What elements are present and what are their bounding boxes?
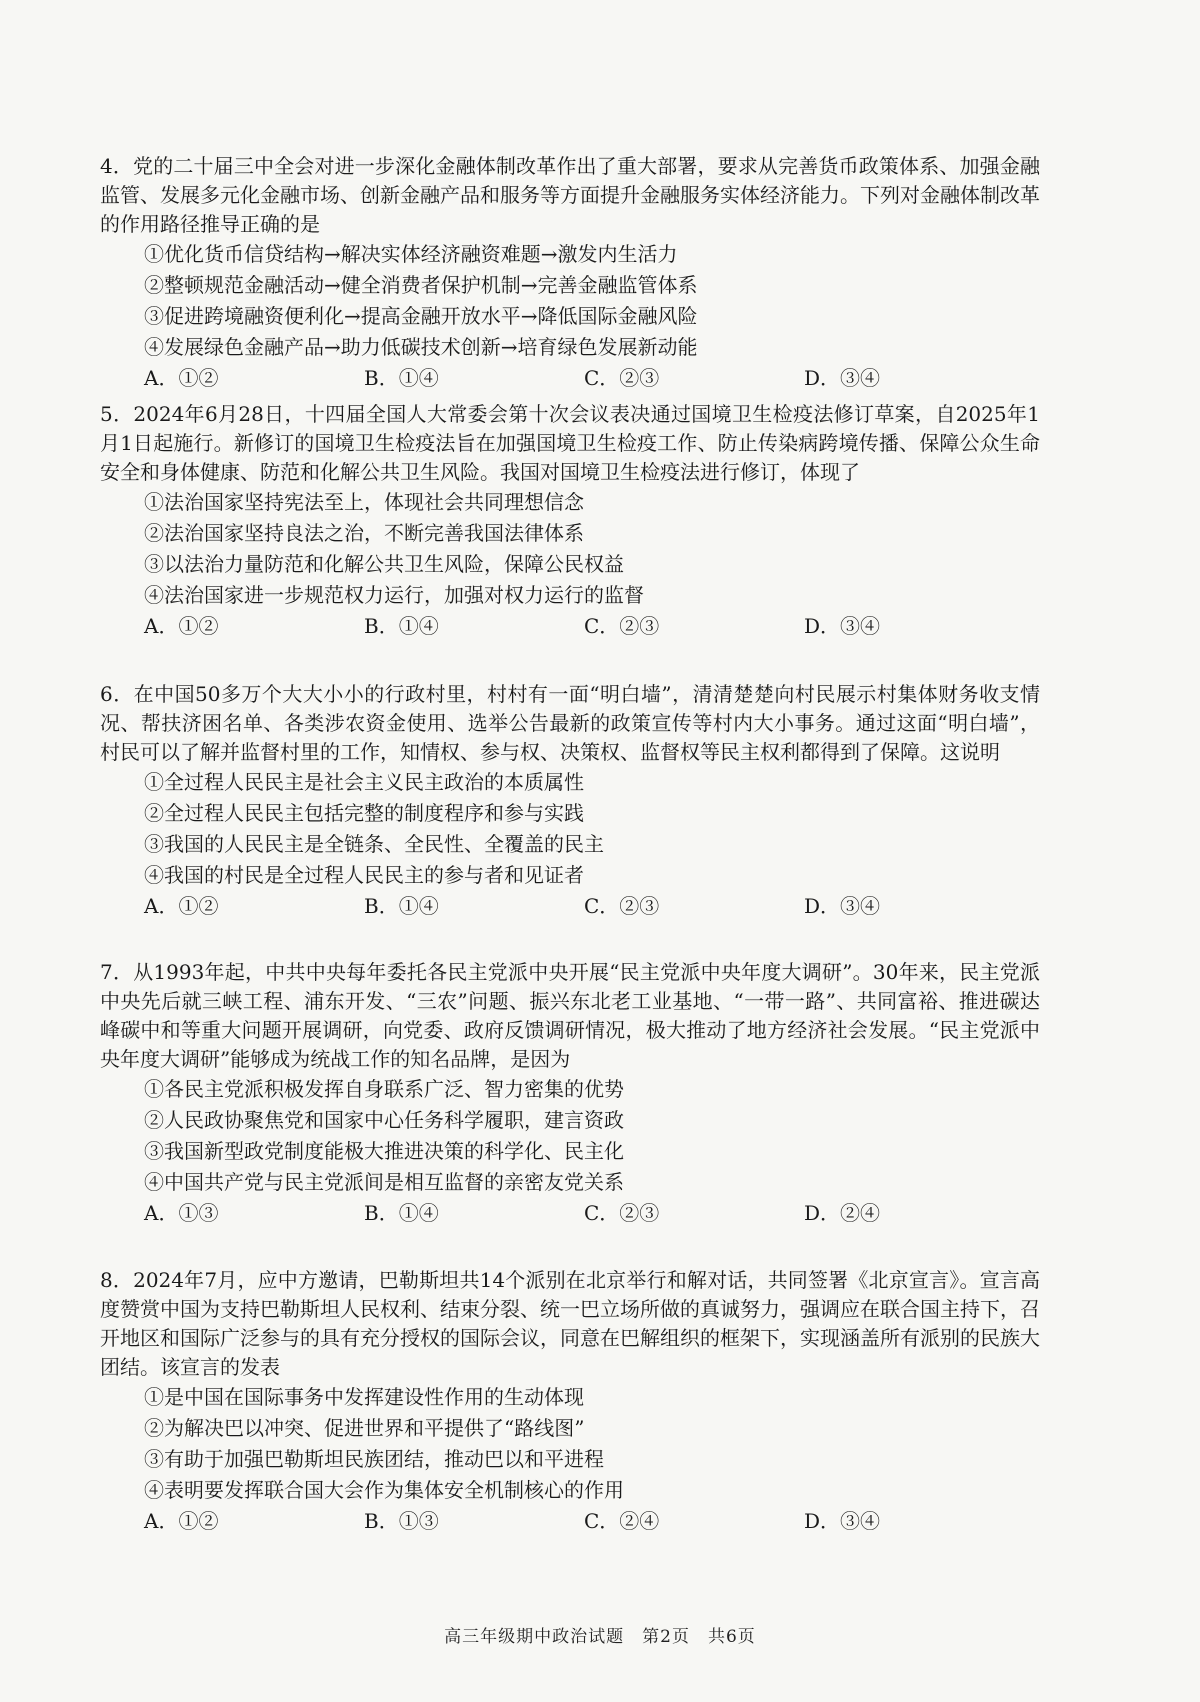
choice-c: C．②③ [584, 1201, 660, 1225]
statement: ④我国的村民是全过程人民民主的参与者和见证者 [144, 863, 584, 887]
question-stem: 5．2024年6月28日，十四届全国人大常委会第十次会议表决通过国境卫生检疫法修订草案，自2025年1月1日起施行。新修订的国境卫生检疫法旨在加强国境卫生检疫工作、防止传染病跨境传播、保障公众生命安全和身体健康、防范和化解公共卫生风险。我国对国境卫生检疫法进行修订，体现了 [100, 402, 1040, 484]
question-7 [100, 958, 1040, 1228]
page-footer: 高三年级期中政治试题 第2页 共6页 [444, 1627, 756, 1647]
answer-choices [144, 363, 1040, 393]
choice-b: B．①④ [364, 614, 439, 638]
statement: ①全过程人民民主是社会主义民主政治的本质属性 [144, 770, 584, 794]
answer-choices [144, 891, 1040, 921]
choice-d: D．③④ [804, 366, 881, 390]
statement: ①优化货币信贷结构→解决实体经济融资难题→激发内生活力 [144, 242, 678, 266]
statement: ①法治国家坚持宪法至上，体现社会共同理想信念 [144, 490, 584, 514]
choice-a: A．①② [144, 366, 219, 390]
statement: ④发展绿色金融产品→助力低碳技术创新→培育绿色发展新动能 [144, 335, 698, 359]
statement: ②人民政协聚焦党和国家中心任务科学履职，建言资政 [144, 1108, 624, 1132]
choice-a: A．①② [144, 614, 219, 638]
choice-c: C．②③ [584, 366, 660, 390]
question-stem: 6．在中国50多万个大大小小的行政村里，村村有一面“明白墙”，清清楚楚向村民展示村集体财务收支情况、帮扶济困名单、各类涉农资金使用、选举公告最新的政策宣传等村内大小事务。通过这面“明白墙”，村民可以了解并监督村里的工作，知情权、参与权、决策权、监督权等民主权利都得到了保障。这说明 [100, 682, 1040, 764]
question-stem: 8．2024年7月，应中方邀请，巴勒斯坦共14个派别在北京举行和解对话，共同签署《北京宣言》。宣言高度赞赏中国为支持巴勒斯坦人民权利、结束分裂、统一巴立场所做的真诚努力，强调应在联合国主持下，召开地区和国际广泛参与的具有充分授权的国际会议，同意在巴解组织的框架下，实现涵盖所有派别的民族大团结。该宣言的发表 [100, 1268, 1040, 1379]
statement: ①各民主党派积极发挥自身联系广泛、智力密集的优势 [144, 1077, 624, 1101]
choice-b: B．①④ [364, 1201, 439, 1225]
choice-b: B．①④ [364, 366, 439, 390]
choice-c: C．②③ [584, 614, 660, 638]
choice-a: A．①② [144, 894, 219, 918]
choice-a: A．①③ [144, 1201, 219, 1225]
choice-d: D．③④ [804, 614, 881, 638]
answer-choices [144, 1198, 1040, 1228]
question-5 [100, 400, 1040, 641]
choice-c: C．②③ [584, 894, 660, 918]
question-6 [100, 680, 1040, 921]
choice-a: A．①② [144, 1509, 219, 1533]
choice-d: D．③④ [804, 1509, 881, 1533]
statement: ②法治国家坚持良法之治，不断完善我国法律体系 [144, 521, 584, 545]
statement: ④表明要发挥联合国大会作为集体安全机制核心的作用 [144, 1478, 624, 1502]
statement: ④中国共产党与民主党派间是相互监督的亲密友党关系 [144, 1170, 624, 1194]
choice-d: D．③④ [804, 894, 881, 918]
statement: ①是中国在国际事务中发挥建设性作用的生动体现 [144, 1385, 584, 1409]
question-stem: 4．党的二十届三中全会对进一步深化金融体制改革作出了重大部署，要求从完善货币政策体系、加强金融监管、发展多元化金融市场、创新金融产品和服务等方面提升金融服务实体经济能力。下列对金融体制改革的作用路径推导正确的是 [100, 154, 1040, 236]
statement: ③有助于加强巴勒斯坦民族团结，推动巴以和平进程 [144, 1447, 604, 1471]
answer-choices [144, 1506, 1040, 1536]
statement: ②为解决巴以冲突、促进世界和平提供了“路线图” [144, 1416, 585, 1440]
question-8 [100, 1266, 1040, 1536]
question-stem: 7．从1993年起，中共中央每年委托各民主党派中央开展“民主党派中央年度大调研”。30年来，民主党派中央先后就三峡工程、浦东开发、“三农”问题、振兴东北老工业基地、“一带一路”、共同富裕、推进碳达峰碳中和等重大问题开展调研，向党委、政府反馈调研情况，极大推动了地方经济社会发展。“民主党派中央年度大调研”能够成为统战工作的知名品牌，是因为 [100, 960, 1040, 1071]
choice-b: B．①③ [364, 1509, 439, 1533]
answer-choices [144, 611, 1040, 641]
statement: ③促进跨境融资便利化→提高金融开放水平→降低国际金融风险 [144, 304, 698, 328]
statement: ③以法治力量防范和化解公共卫生风险，保障公民权益 [144, 552, 624, 576]
statement: ③我国新型政党制度能极大推进决策的科学化、民主化 [144, 1139, 624, 1163]
statement: ④法治国家进一步规范权力运行，加强对权力运行的监督 [144, 583, 644, 607]
statement: ②整顿规范金融活动→健全消费者保护机制→完善金融监管体系 [144, 273, 698, 297]
choice-d: D．②④ [804, 1201, 881, 1225]
question-4 [100, 152, 1040, 393]
choice-c: C．②④ [584, 1509, 660, 1533]
choice-b: B．①④ [364, 894, 439, 918]
statement: ③我国的人民民主是全链条、全民性、全覆盖的民主 [144, 832, 604, 856]
statement: ②全过程人民民主包括完整的制度程序和参与实践 [144, 801, 584, 825]
